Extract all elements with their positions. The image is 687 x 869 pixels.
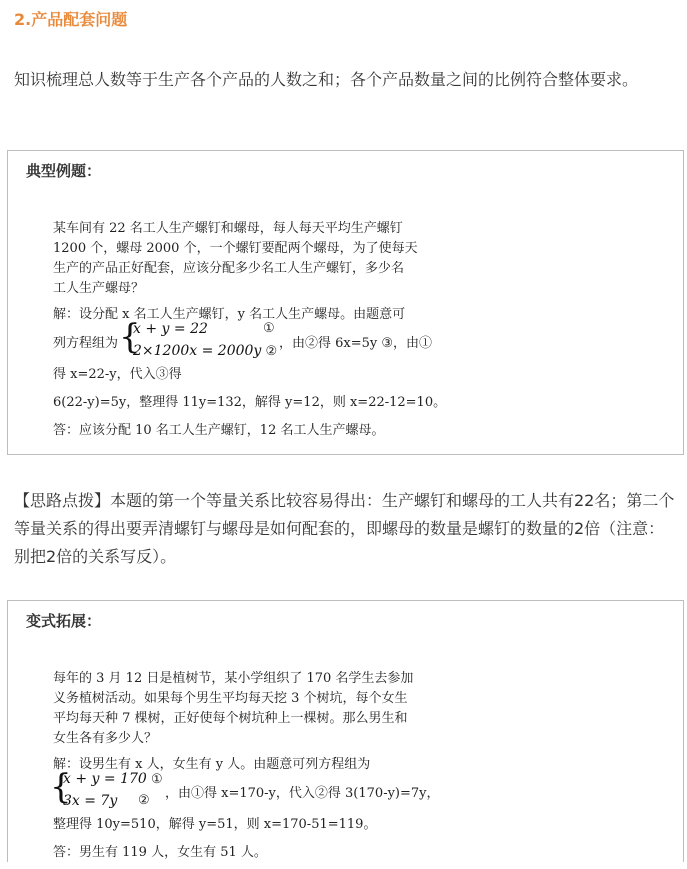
example-box: [7, 150, 684, 455]
problem-line: 某车间有 22 名工人生产螺钉和螺母，每人每天平均生产螺钉: [53, 221, 403, 236]
equation-1: x + y = 170 ①: [63, 771, 163, 787]
solution-line: 解：设分配 x 名工人生产螺钉，y 名工人生产螺母。由题意可: [53, 307, 406, 322]
solution-after-equations: ，由①得 x=170-y，代入②得 3(170-y)=7y，: [165, 786, 440, 801]
equation-brace: {: [50, 767, 72, 807]
solution-line: 得 x=22-y，代入③得: [53, 367, 182, 382]
answer-line: 答：男生有 119 人，女生有 51 人。: [53, 845, 267, 860]
example-title: 典型例题：: [26, 162, 102, 180]
equation-brace: {: [119, 317, 141, 357]
problem-line: 女生各有多少人？: [53, 731, 158, 746]
variant-box: [7, 600, 684, 862]
equation-2: 3x = 7y ②: [63, 793, 150, 809]
solution-line: 6(22-y)=5y，整理得 11y=132，解得 y=12，则 x=22-12=10。: [53, 395, 447, 410]
variant-content: [50, 667, 473, 860]
equation-2: 2×1200x = 2000y ②: [133, 343, 278, 359]
solution-prefix: 列方程组为: [53, 336, 119, 351]
solution-line: 解：设男生有 x 人，女生有 y 人。由题意可列方程组为: [53, 757, 371, 772]
answer-line: 答：应该分配 10 名工人生产螺钉，12 名工人生产螺母。: [53, 423, 385, 438]
variant-title: 变式拓展：: [26, 612, 102, 630]
problem-line: 生产的产品正好配套，应该分配多少名工人生产螺钉，多少名: [53, 261, 405, 276]
problem-line: 平均每天种 7 棵树，正好使每个树坑种上一棵树。那么男生和: [53, 711, 408, 726]
problem-line: 1200 个，螺母 2000 个，一个螺钉要配两个螺母，为了使每天: [53, 241, 418, 256]
hint-paragraph: 【思路点拨】本题的第一个等量关系比较容易得出：生产螺钉和螺母的工人共有22名；第二个等量关系的得出要弄清螺钉与螺母是如何配套的，即螺母的数量是螺钉的数量的2倍（注意：别把2倍的关系写反）。: [14, 491, 675, 566]
equation-1: x + y = 22 ①: [133, 321, 275, 337]
solution-after-equations: ，由②得 6x=5y ③，由①: [279, 336, 433, 351]
problem-line: 每年的 3 月 12 日是植树节，某小学组织了 170 名学生去参加: [53, 671, 414, 686]
section-title: 2.产品配套问题: [14, 10, 128, 29]
intro-paragraph: 知识梳理总人数等于生产各个产品的人数之和；各个产品数量之间的比例符合整体要求。: [14, 70, 639, 89]
example-content: [53, 217, 473, 467]
solution-line: 整理得 10y=510，解得 y=51，则 x=170-51=119。: [53, 817, 377, 832]
problem-line: 工人生产螺母？: [53, 281, 145, 296]
problem-line: 义务植树活动。如果每个男生平均每天挖 3 个树坑，每个女生: [53, 691, 408, 706]
